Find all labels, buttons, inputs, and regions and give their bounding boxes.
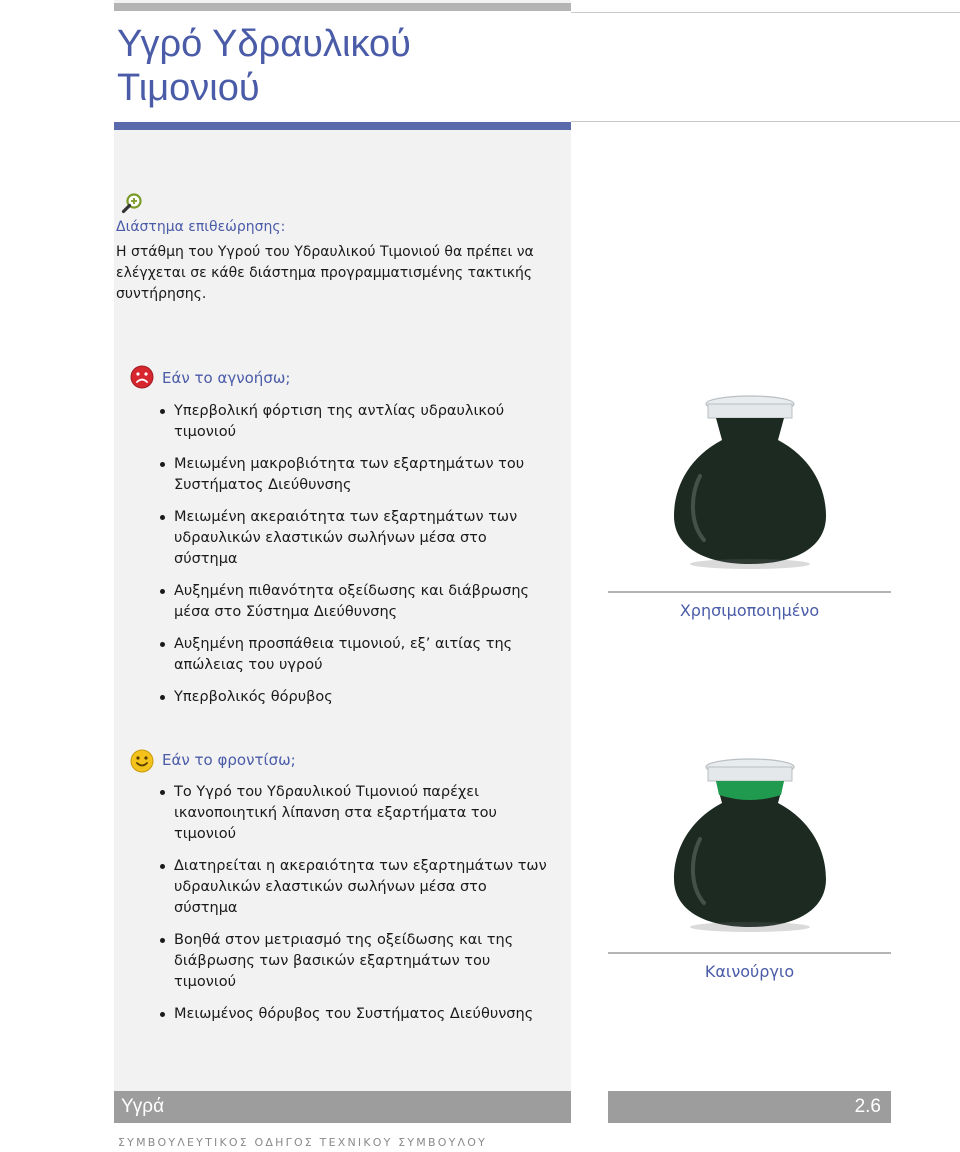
list-item: Μειωμένη μακροβιότητα των εξαρτημάτων του Συστήματος Διεύθυνσης: [158, 454, 553, 496]
title-rule: [571, 121, 960, 122]
list-item: Μειωμένος θόρυβος του Συστήματος Διεύθυνσης: [158, 1004, 553, 1025]
sad-face-icon: [130, 365, 154, 389]
new-photo-rule: [608, 952, 891, 954]
footer-section-title: Υγρά: [121, 1096, 165, 1117]
care-heading: Εάν το φροντίσω;: [162, 751, 296, 769]
used-photo-caption: Χρησιμοποιημένο: [679, 601, 820, 620]
happy-face-icon: [130, 749, 154, 773]
top-rule: [571, 12, 960, 13]
list-item: Το Υγρό του Υδραυλικού Τιμονιού παρέχει ικανοποιητική λίπανση στα εξαρτήματα του τιμονιού: [158, 782, 553, 845]
list-item: Υπερβολικός θόρυβος: [158, 687, 553, 708]
care-list: [158, 782, 553, 1025]
ignore-heading: Εάν το αγνοήσω;: [162, 369, 291, 387]
magnifier-icon: [121, 192, 143, 214]
list-item: Αυξημένη προσπάθεια τιμονιού, εξ’ αιτίας της απώλειας του υγρού: [158, 634, 553, 676]
list-item: Μειωμένη ακεραιότητα των εξαρτημάτων των υδραυλικών ελαστικών σωλήνων μέσα στο σύστημα: [158, 507, 553, 570]
footer-guide-title: ΣΥΜΒΟΥΛΕΥΤΙΚΟΣ ΟΔΗΓΟΣ ΤΕΧΝΙΚΟΥ ΣΥΜΒΟΥΛΟΥ: [118, 1136, 487, 1149]
page-number: 2.6: [854, 1096, 881, 1117]
list-item: Αυξημένη πιθανότητα οξείδωσης και διάβρωσης μέσα στο Σύστημα Διεύθυνσης: [158, 581, 553, 623]
ignore-list: [158, 401, 553, 708]
list-item: Διατηρείται η ακεραιότητα των εξαρτημάτων των υδραυλικών ελαστικών σωλήνων μέσα στο σύστημα: [158, 856, 553, 919]
inspection-label: Διάστημα επιθεώρησης:: [116, 219, 286, 235]
used-photo-rule: [608, 591, 891, 593]
list-item: Υπερβολική φόρτιση της αντλίας υδραυλικού τιμονιού: [158, 401, 553, 443]
footer-section-bar: [114, 1091, 571, 1123]
used-fluid-flask-image: [660, 392, 840, 572]
panel-top-bar: [114, 3, 571, 11]
page-title: Υγρό Υδραυλικού Τιμονιού: [117, 23, 411, 109]
inspection-text: Η στάθμη του Υγρού του Υδραυλικού Τιμονιού θα πρέπει να ελέγχεται σε κάθε διάστημα προγραμματισμένης τακτικής συντήρησης.: [116, 244, 534, 302]
new-photo-caption: Καινούργιο: [704, 962, 795, 981]
title-underbar: [114, 122, 571, 130]
list-item: Βοηθά στον μετριασμό της οξείδωσης και της διάβρωσης των βασικών εξαρτημάτων του τιμονιού: [158, 930, 553, 993]
new-fluid-flask-image: [660, 755, 840, 935]
